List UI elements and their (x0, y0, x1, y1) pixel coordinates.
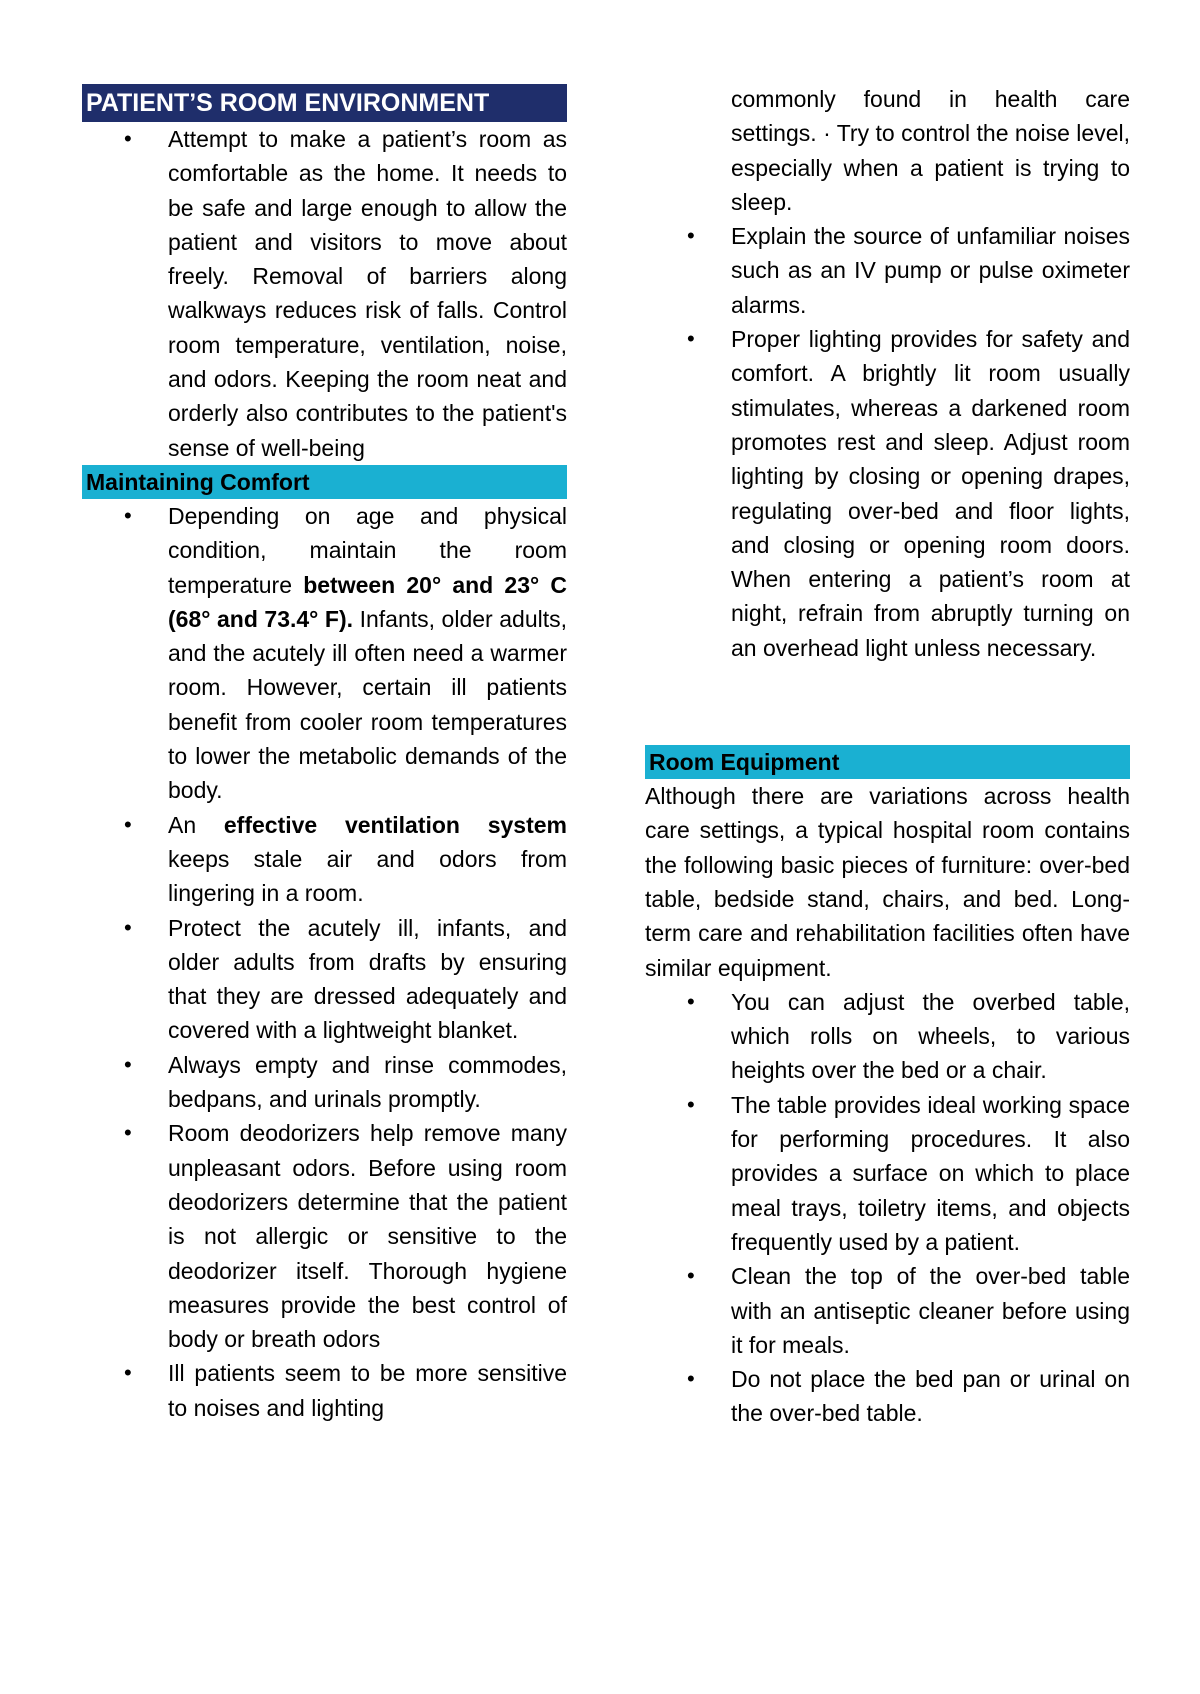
list-item-temperature (168, 499, 567, 808)
bold-run: effective ventilation system (223, 811, 567, 838)
noise-lighting-list (645, 82, 1130, 665)
list-item: • Explain the source of unfamiliar noises such as an IV pump or pulse oximeter alarms. (731, 219, 1130, 322)
text-run: An (168, 811, 224, 838)
list-item-continuation: commonly found in health care settings. · Try to control the noise level, especially when a patient is trying to sleep. (731, 86, 1130, 215)
list-item: • Ill patients seem to be more sensitive to noises and lighting (168, 1356, 567, 1425)
list-item: • Room deodorizers help remove many unpleasant odors. Before using room deodorizers determine that the patient is not allergic or sensitive to the deodorizer itself. Thorough hygiene measures provide the best control of body or breath odors (168, 1116, 567, 1356)
equipment-list (645, 985, 1130, 1431)
text-run: Depending on age and physical condition, maintain the room temperature (168, 502, 567, 598)
section-heading-maintaining-comfort: Maintaining Comfort (82, 465, 567, 499)
text-run: keeps stale air and odors from lingering in a room. (168, 845, 567, 907)
section-heading-room-equipment: Room Equipment (645, 745, 1130, 779)
right-column (645, 84, 1130, 1431)
list-item: • Clean the top of the over-bed table with an antiseptic cleaner before using it for meals. (731, 1259, 1130, 1362)
spacer (645, 665, 1130, 745)
list-item-ventilation (168, 808, 567, 911)
text-run: Infants, older adults, and the acutely ill often need a warmer room. However, certain ill patients benefit from cooler room temperatures to lower the metabolic demands of the body. (168, 605, 568, 804)
list-item: • Always empty and rinse commodes, bedpans, and urinals promptly. (168, 1048, 567, 1117)
bold-run: between 20° and 23° C (68° and 73.4° F). (168, 571, 567, 632)
equipment-paragraph: Although there are variations across health care settings, a typical hospital room contains the following basic pieces of furniture: over-bed table, bedside stand, chairs, and bed. Long-term care and rehabilitation facilities often have similar equipment. (645, 783, 1130, 981)
comfort-list (82, 499, 567, 1425)
list-item: • The table provides ideal working space for performing procedures. It also provides a surface on which to place meal trays, toiletry items, and objects frequently used by a patient. (731, 1088, 1130, 1259)
list-item: • Proper lighting provides for safety and comfort. A brightly lit room usually stimulates, whereas a darkened room promotes rest and sleep. Adjust room lighting by closing or opening drapes, regulating over-bed and floor lights, and closing or opening room doors. When entering a patient’s room at night, refrain from abruptly turning on an overhead light unless necessary. (731, 322, 1130, 665)
intro-list (82, 122, 567, 465)
list-item: • Protect the acutely ill, infants, and older adults from drafts by ensuring that they are dressed adequately and covered with a lightweight blanket. (168, 911, 567, 1048)
list-item: • Attempt to make a patient’s room as comfortable as the home. It needs to be safe and large enough to allow the patient and visitors to move about freely. Removal of barriers along walkways reduces risk of falls. Control room temperature, ventilation, noise, and odors. Keeping the room neat and orderly also contributes to the patient's sense of well-being (168, 122, 567, 465)
list-item: • You can adjust the overbed table, which rolls on wheels, to various heights over the bed or a chair. (731, 985, 1130, 1088)
list-item: • Do not place the bed pan or urinal on the over-bed table. (731, 1362, 1130, 1431)
section-title-patients-room: PATIENT’S ROOM ENVIRONMENT (82, 84, 567, 122)
left-column (82, 84, 567, 1425)
